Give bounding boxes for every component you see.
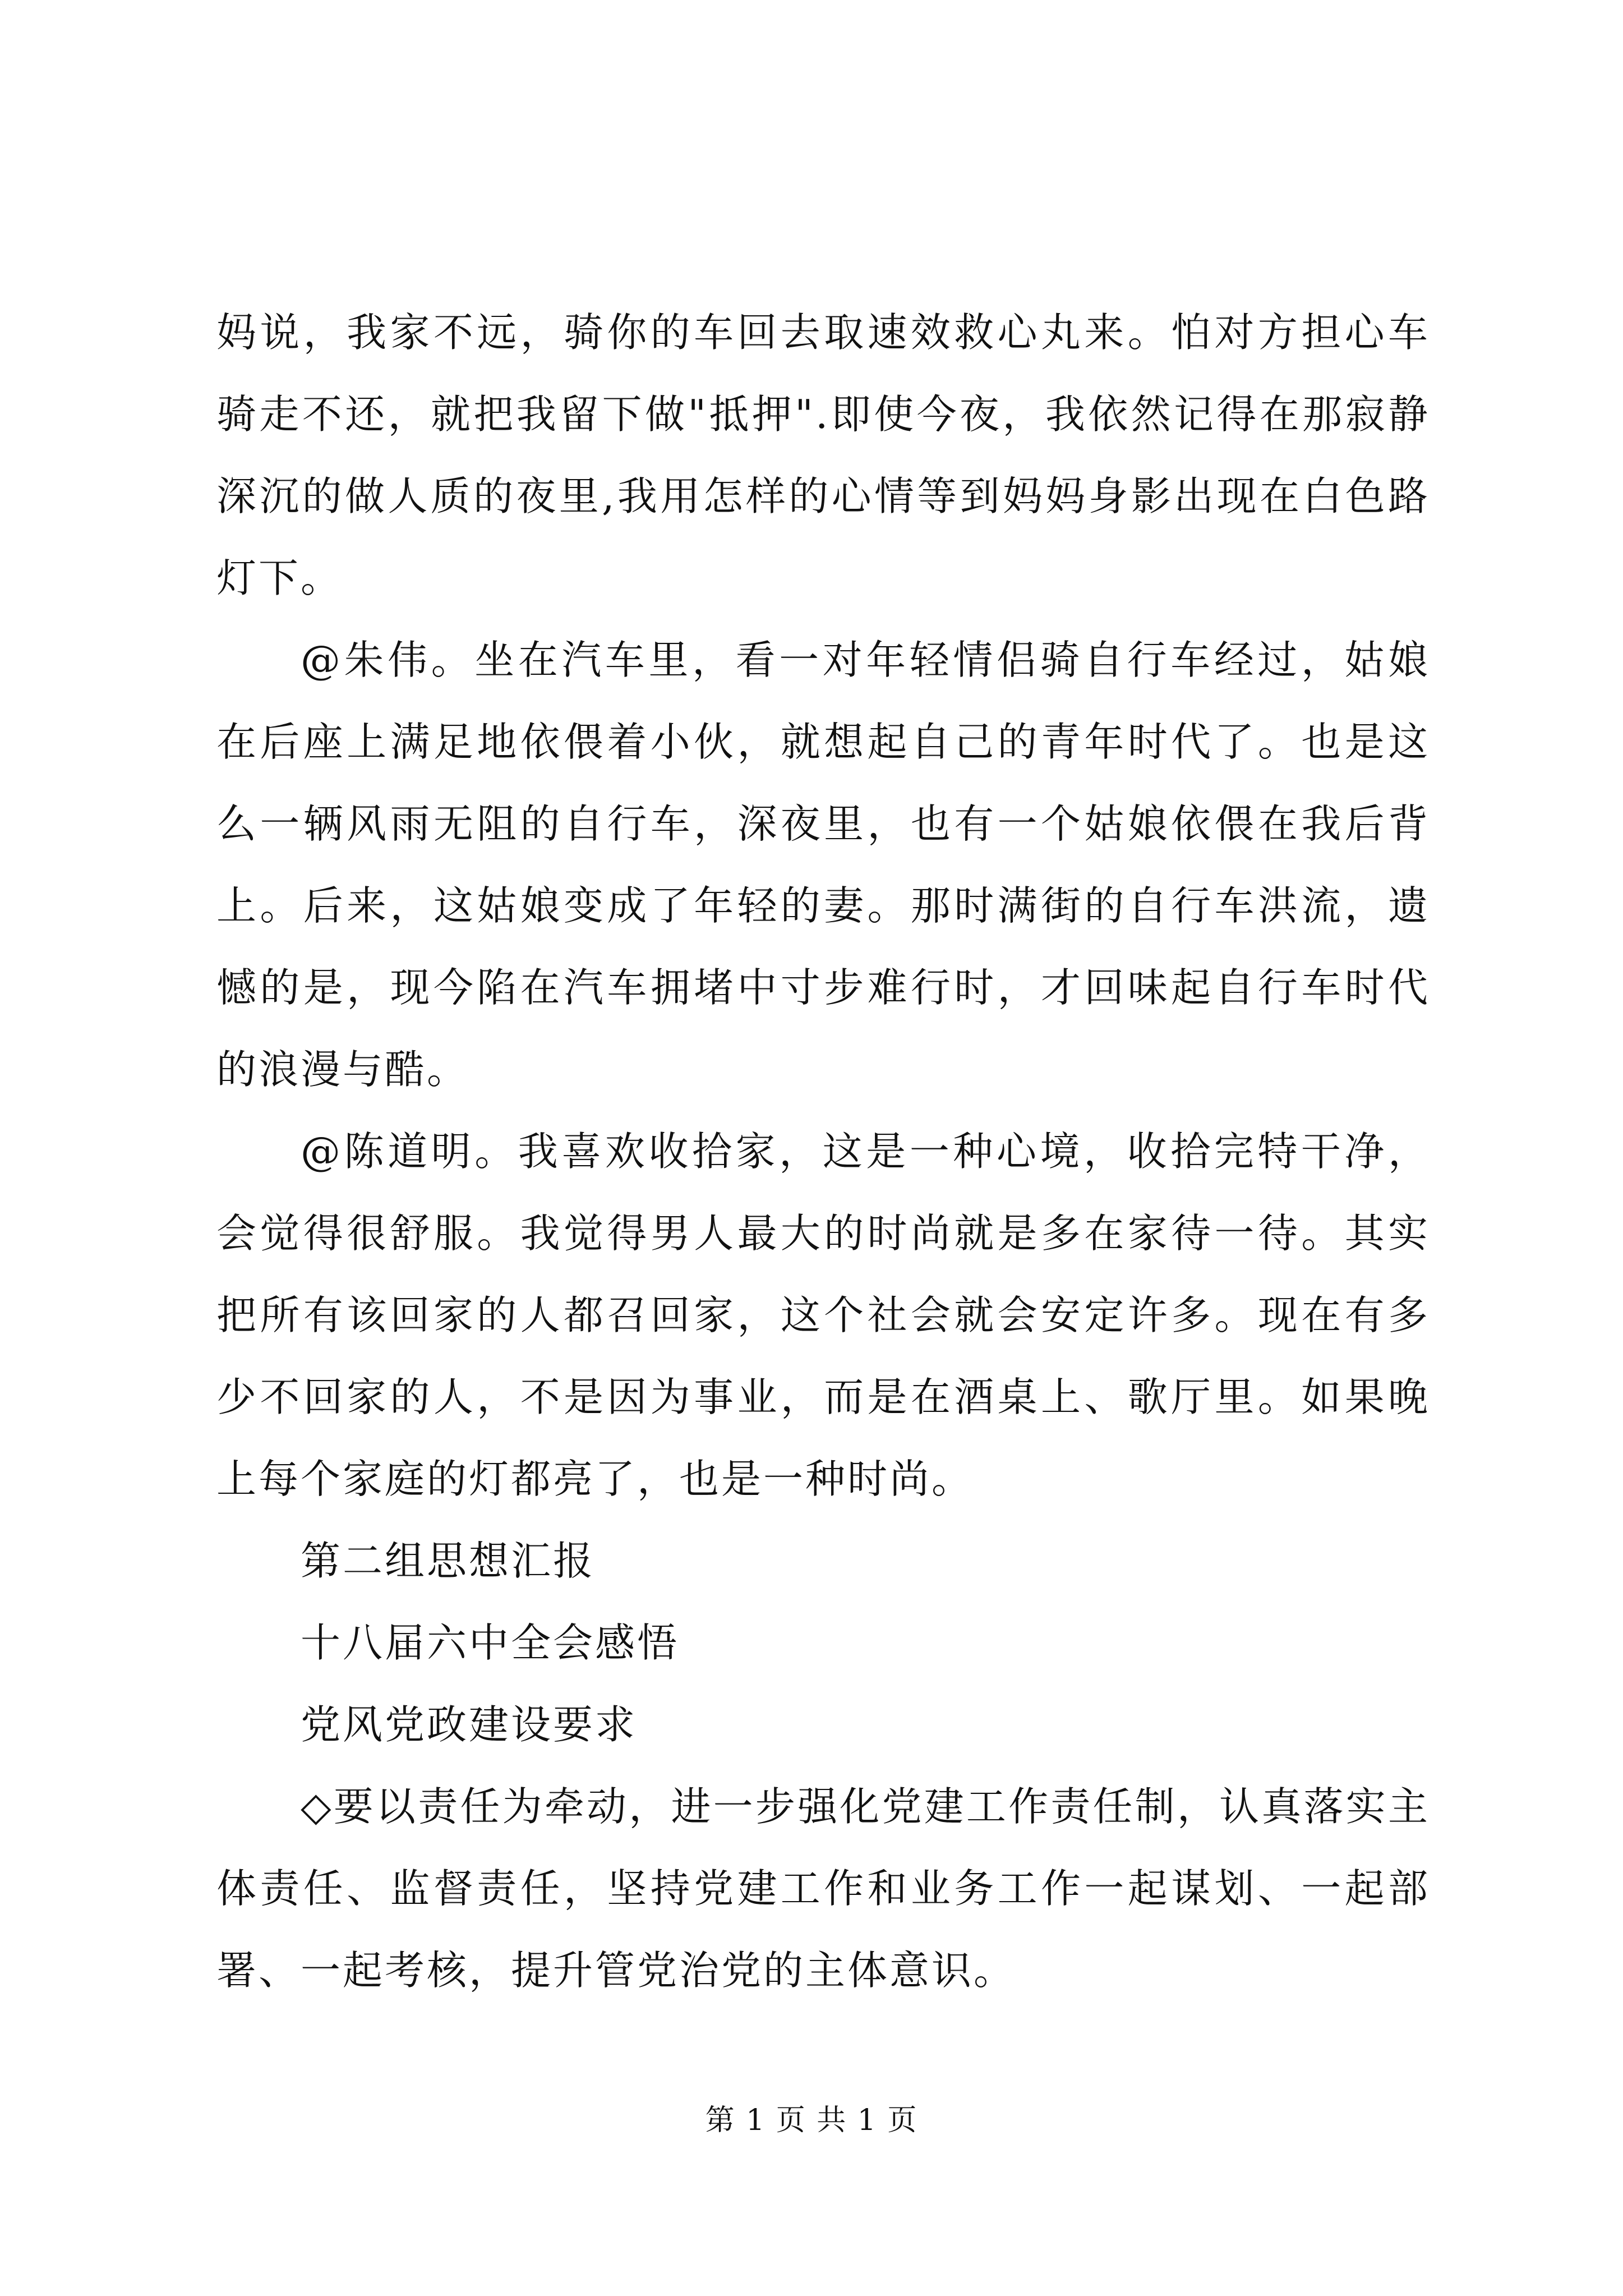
heading-plenum-reflection: 十八届六中全会感悟 [301, 1619, 680, 1666]
paragraph-continuation: 妈说，我家不远，骑你的车回去取速效救心丸来。怕对方担心车骑走不还，就把我留下做"抵押".即使今夜，我依然记得在那寂静深沉的做人质的夜里,我用怎样的心情等到妈妈身影出现在白色路灯下。 [216, 309, 1430, 601]
heading-party-conduct-requirements: 党风党政建设要求 [301, 1701, 638, 1748]
paragraph-responsibility: ◇要以责任为牵动，进一步强化党建工作责任制，认真落实主体责任、监督责任，坚持党建工作和业务工作一起谋划、一起部署、一起考核，提升管党治党的主体意识。 [216, 1783, 1430, 1994]
page-number-footer: 第 1 页 共 1 页 [705, 2104, 918, 2137]
document-body [216, 292, 1430, 2012]
heading-group-two-report: 第二组思想汇报 [301, 1538, 596, 1584]
paragraph-chen-daoming: @陈道明。我喜欢收拾家，这是一种心境，收拾完特干净，会觉得很舒服。我觉得男人最大的时尚就是多在家待一待。其实把所有该回家的人都召回家，这个社会就会安定许多。现在有多少不回家的人，不是因为事业，而是在酒桌上、歌厅里。如果晚上每个家庭的灯都亮了，也是一种时尚。 [216, 1128, 1430, 1502]
paragraph-zhu-wei: @朱伟。坐在汽车里，看一对年轻情侣骑自行车经过，姑娘在后座上满足地依偎着小伙，就想起自己的青年时代了。也是这么一辆风雨无阻的自行车，深夜里，也有一个姑娘依偎在我后背上。后来，这姑娘变成了年轻的妻。那时满街的自行车洪流，遗憾的是，现今陷在汽车拥堵中寸步难行时，才回味起自行车时代的浪漫与酷。 [216, 637, 1430, 1093]
